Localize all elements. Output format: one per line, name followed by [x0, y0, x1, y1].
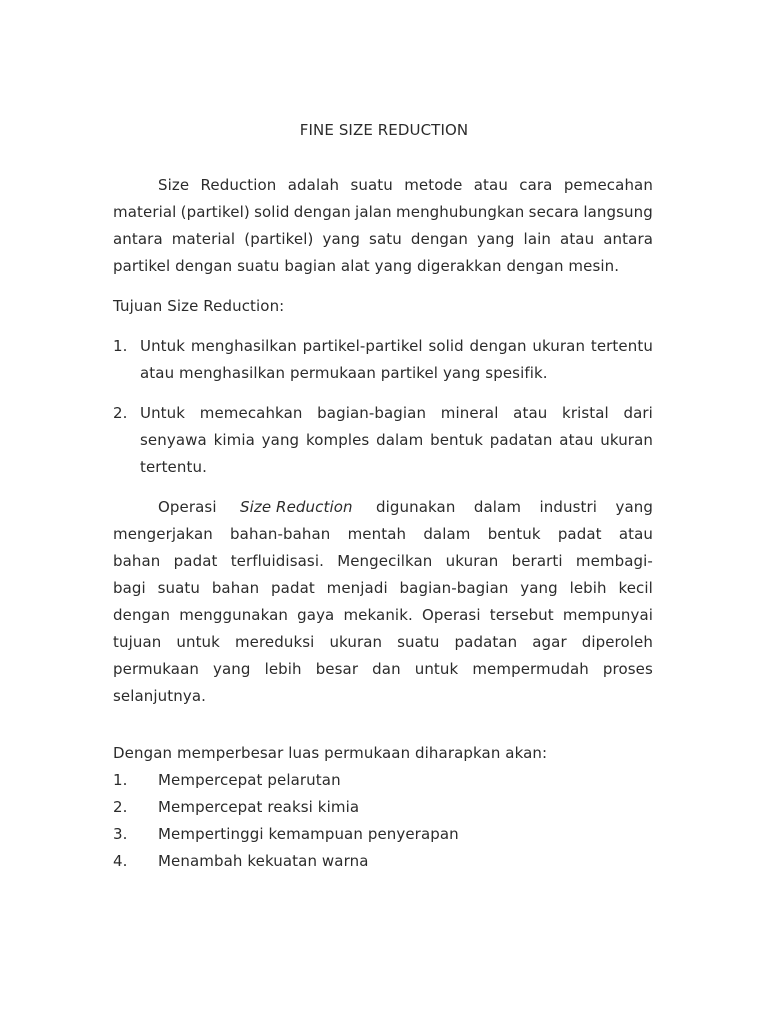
list-item-text: Mempercepat reaksi kimia	[158, 798, 360, 816]
italic-term: Size Reduction	[239, 498, 353, 516]
paragraph-line	[113, 656, 653, 683]
word: atau	[560, 230, 595, 248]
word: dengan	[469, 337, 527, 355]
word: atau	[559, 431, 594, 449]
word: dalam	[423, 525, 471, 543]
word: yang	[477, 230, 515, 248]
word: industri	[539, 498, 598, 516]
word: bagian-bagian	[399, 579, 509, 597]
word: (partikel)	[244, 230, 314, 248]
paragraph-line: selanjutnya.	[113, 687, 207, 705]
word: suatu	[157, 579, 201, 597]
list-item-line: atau menghasilkan permukaan partikel yang spesifik.	[140, 364, 548, 382]
benefit-heading: Dengan memperbesar luas permukaan diharapkan akan:	[113, 744, 548, 762]
word: pemecahan	[563, 176, 653, 194]
word: dalam	[376, 431, 424, 449]
paragraph-line-first	[113, 494, 653, 521]
word: suatu	[350, 176, 393, 194]
list-item-text	[140, 333, 653, 387]
paragraph-line	[113, 629, 653, 656]
word: yang	[213, 660, 251, 678]
list-item-text	[140, 400, 653, 481]
word: jalan	[355, 203, 392, 221]
word: senyawa	[140, 431, 207, 449]
word: untuk	[414, 660, 459, 678]
word: Mengecilkan	[337, 552, 433, 570]
list-item-text: Mempertinggi kemampuan penyerapan	[158, 825, 459, 843]
word: mentah	[347, 525, 407, 543]
paragraph-line	[113, 575, 653, 602]
word: bahan	[113, 552, 161, 570]
word: mengerjakan	[113, 525, 213, 543]
paragraph-line	[113, 172, 653, 199]
word: menghasilkan	[190, 337, 297, 355]
word: agar	[532, 633, 567, 651]
word: partikel-partikel	[302, 337, 423, 355]
word: padat	[271, 579, 315, 597]
list-number: 1.	[113, 337, 128, 355]
paragraph-operation-description	[113, 494, 653, 710]
word: mekanik.	[343, 606, 413, 624]
word: bahan	[211, 579, 260, 597]
list-number: 2.	[113, 404, 128, 422]
word: padatan	[489, 431, 553, 449]
word: ukuran	[445, 552, 499, 570]
word: (partikel)	[180, 203, 250, 221]
word: dan	[372, 660, 401, 678]
word: dengan	[293, 203, 351, 221]
word: dengan	[113, 606, 171, 624]
word: membagi-	[575, 552, 653, 570]
paragraph-line	[113, 548, 653, 575]
list-item-text: Mempercepat pelarutan	[158, 771, 341, 789]
word: yang	[520, 579, 558, 597]
purpose-heading: Tujuan Size Reduction:	[113, 297, 285, 315]
word: untuk	[176, 633, 220, 651]
word: berarti	[511, 552, 563, 570]
list-item-line: tertentu.	[140, 458, 207, 476]
word: material	[171, 230, 236, 248]
list-item-line	[140, 400, 653, 427]
word: kristal	[562, 404, 609, 422]
list-item-text: Menambah kekuatan warna	[158, 852, 369, 870]
word: antara	[603, 230, 653, 248]
word: antara	[113, 230, 163, 248]
list-number: 2.	[113, 798, 128, 816]
list-number: 1.	[113, 771, 128, 789]
list-item-line	[140, 427, 653, 454]
word: bentuk	[430, 431, 484, 449]
word: yang	[322, 230, 360, 248]
word: kecil	[618, 579, 653, 597]
word: memecahkan	[199, 404, 303, 422]
word: padatan	[454, 633, 518, 651]
word: Size	[158, 176, 190, 194]
word: tersebut	[489, 606, 554, 624]
word: mempunyai	[562, 606, 653, 624]
word: padat	[557, 525, 602, 543]
word: menjadi	[326, 579, 388, 597]
word: mereduksi	[234, 633, 315, 651]
list-item-line	[140, 333, 653, 360]
word: Operasi	[421, 606, 481, 624]
word: gaya	[297, 606, 335, 624]
word: permukaan	[113, 660, 199, 678]
word: langsung	[583, 203, 653, 221]
paragraph-line: partikel dengan suatu bagian alat yang digerakkan dengan mesin.	[113, 257, 620, 275]
word: dari	[623, 404, 653, 422]
word: dengan	[410, 230, 468, 248]
paragraph-size-reduction-definition	[113, 172, 653, 280]
list-number: 3.	[113, 825, 128, 843]
word: Untuk	[140, 404, 186, 422]
word: digunakan	[375, 498, 456, 516]
paragraph-line	[113, 199, 653, 226]
paragraph-word: Operasi	[158, 498, 217, 516]
word: menggunakan	[179, 606, 289, 624]
word: cara	[519, 176, 553, 194]
word: ukuran	[532, 337, 586, 355]
word: ukuran	[329, 633, 383, 651]
word: atau	[513, 404, 548, 422]
word: suatu	[397, 633, 440, 651]
word: Untuk	[140, 337, 186, 355]
word: yang	[261, 431, 300, 449]
word: bentuk	[487, 525, 541, 543]
word: material	[113, 203, 177, 221]
word: mempermudah	[472, 660, 589, 678]
word: komples	[305, 431, 370, 449]
word: yang	[615, 498, 653, 516]
word: adalah	[287, 176, 340, 194]
word: besar	[315, 660, 359, 678]
word: atau	[473, 176, 508, 194]
word: solid	[428, 337, 464, 355]
word: Reduction	[200, 176, 277, 194]
paragraph-line	[113, 226, 653, 253]
word: bagi	[113, 579, 146, 597]
list-number: 4.	[113, 852, 128, 870]
word: satu	[369, 230, 402, 248]
word: metode	[404, 176, 463, 194]
word: proses	[602, 660, 653, 678]
word: mineral	[440, 404, 499, 422]
word: bahan-bahan	[230, 525, 331, 543]
word: ukuran	[600, 431, 653, 449]
word: kimia	[213, 431, 255, 449]
word: secara	[528, 203, 580, 221]
word: padat	[173, 552, 218, 570]
word: dalam	[473, 498, 522, 516]
word: atau	[618, 525, 653, 543]
word: tertentu	[590, 337, 653, 355]
paragraph-words-group	[376, 494, 653, 521]
word: tujuan	[113, 633, 162, 651]
word: solid	[254, 203, 290, 221]
document-title: FINE SIZE REDUCTION	[299, 121, 469, 139]
word: diperoleh	[581, 633, 653, 651]
paragraph-line	[113, 521, 653, 548]
paragraph-line	[113, 602, 653, 629]
word: menghubungkan	[396, 203, 525, 221]
word: lain	[523, 230, 551, 248]
word: terfluidisasi.	[230, 552, 324, 570]
word: bagian-bagian	[317, 404, 427, 422]
word: lebih	[569, 579, 607, 597]
word: lebih	[264, 660, 302, 678]
